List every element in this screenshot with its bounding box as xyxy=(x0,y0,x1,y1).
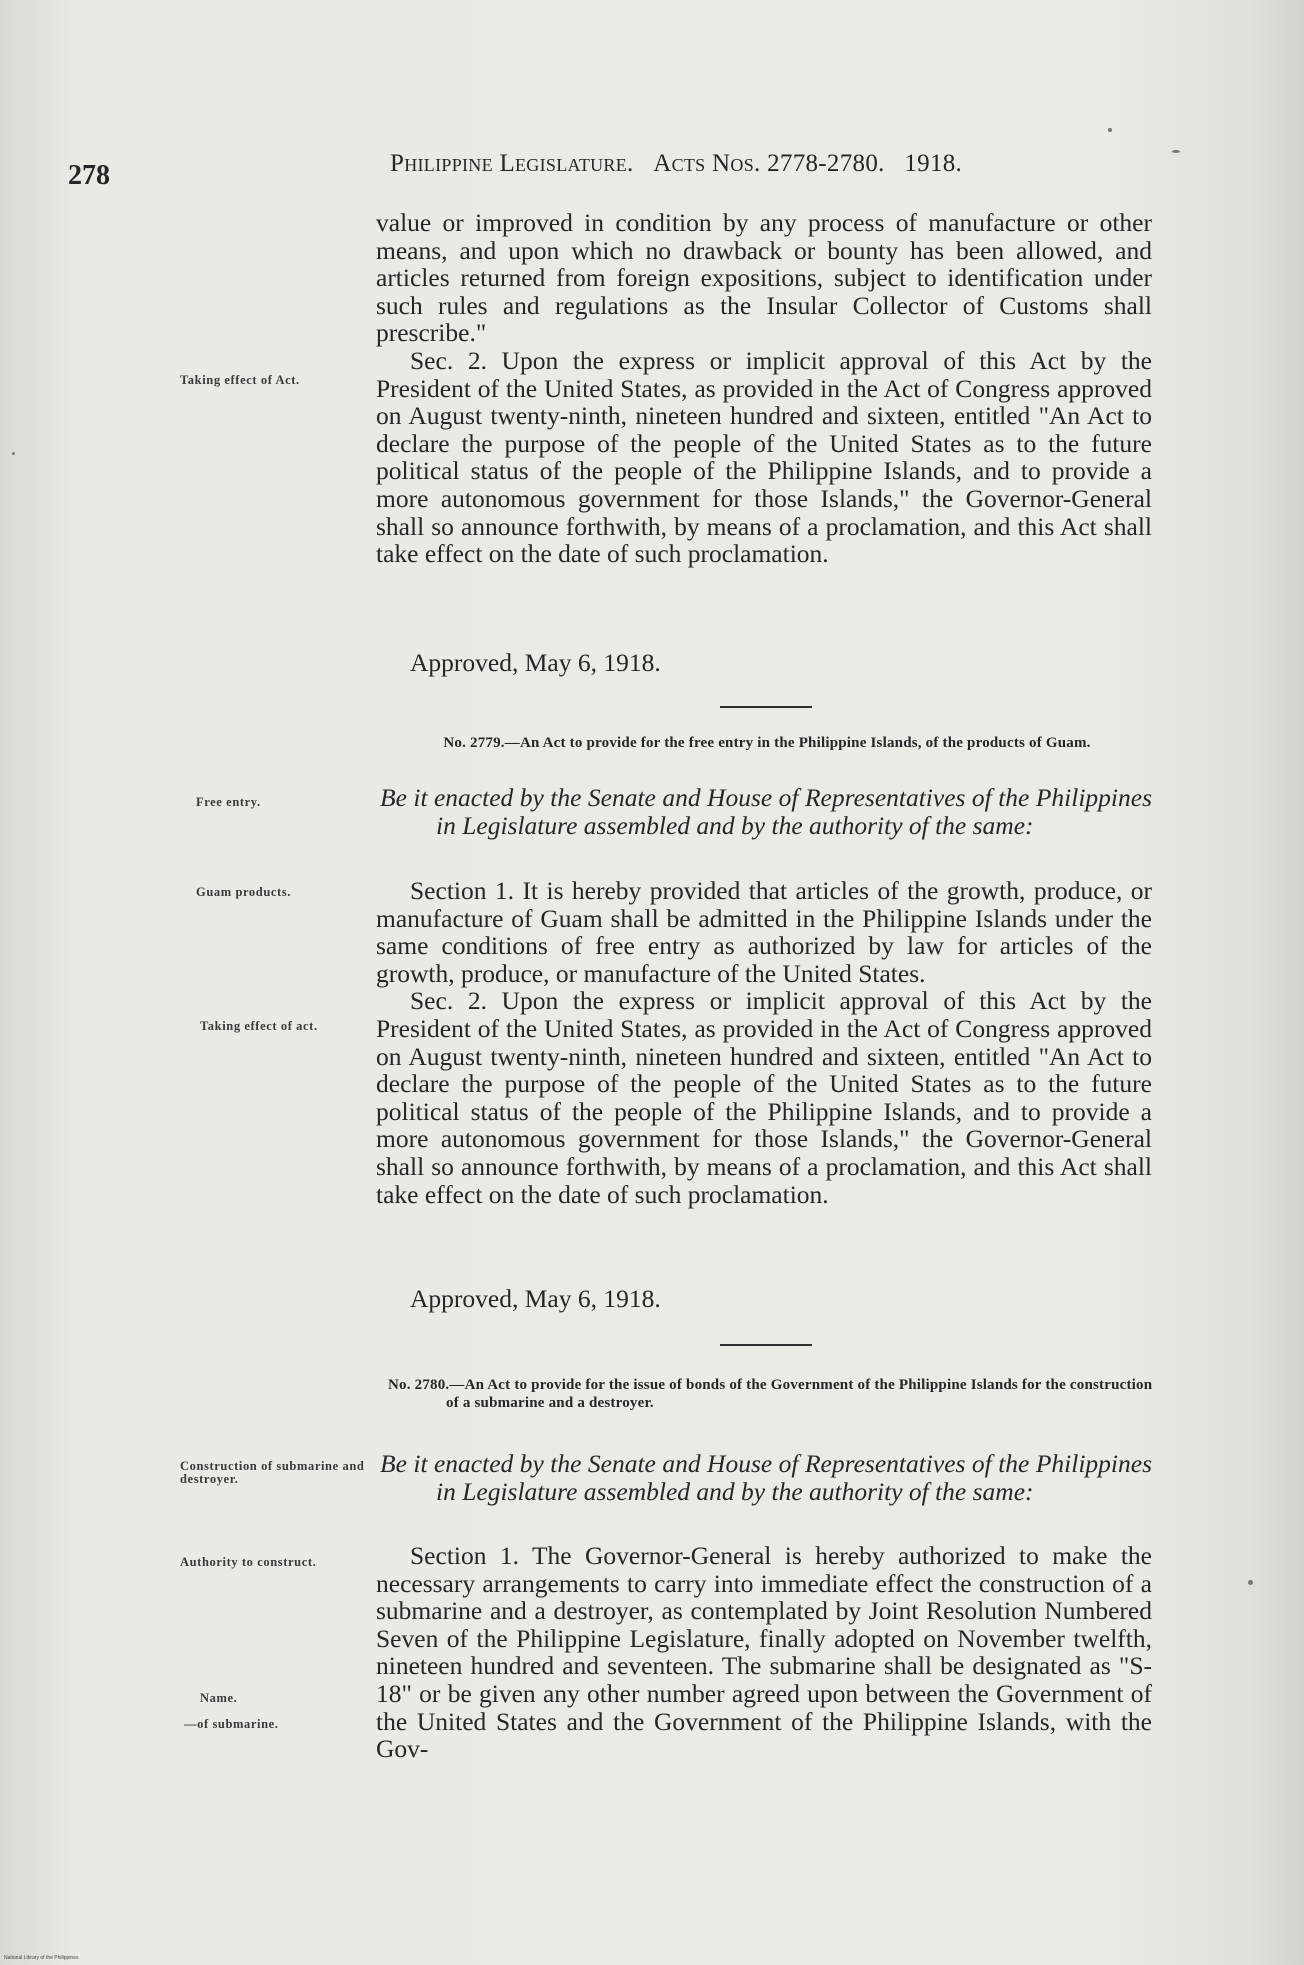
act2778-continuation: value or improved in condition by any process of manufacture or other means, and upon which no drawback or bounty has been allowed, and articles returned from foreign expositions, subject to identification under such rules and regulations as the Insular Collector of Customs shall prescribe." xyxy=(376,208,1152,348)
running-head-acts: Acts Nos. 2778-2780. xyxy=(653,150,885,177)
running-head xyxy=(390,150,962,178)
act2779-enacting-clause: Be it enacted by the Senate and House of Representatives of the Philippines in Legislature assembled and by the authority of the same: xyxy=(380,783,1152,840)
act2778-continuation-block xyxy=(376,209,1152,568)
margin-note-authority: Authority to construct. xyxy=(180,1555,317,1569)
margin-note-of-submarine: —of submarine. xyxy=(184,1717,279,1731)
scan-footer: National Library of the Philippines xyxy=(4,1955,79,1961)
margin-note-name: Name. xyxy=(200,1691,238,1705)
margin-note-free-entry: Free entry. xyxy=(196,795,261,809)
act2779-sec2: Sec. 2. Upon the express or implicit approval of this Act by the President of the United States, as provided in the Act of Congress approved on August twenty-ninth, nineteen hundred and sixteen, entitled "An Act to declare the purpose of the people of the United States as to the future political status of the people of the Philippine Islands, and to provide a more autonomous government for those Islands," the Governor-General shall so announce forthwith, by means of a proclamation, and this Act shall take effect on the date of such proclamation. xyxy=(376,986,1152,1209)
scan-speck xyxy=(1172,150,1180,153)
act2779-approved: Approved, May 6, 1918. xyxy=(410,1284,661,1313)
act2780-body xyxy=(376,1542,1152,1763)
act2778-approved: Approved, May 6, 1918. xyxy=(410,648,661,677)
act2778-sec2: Sec. 2. Upon the express or implicit approval of this Act by the President of the United States, as provided in the Act of Congress approved on August twenty-ninth, nineteen hundred and sixteen, entitled "An Act to declare the purpose of the people of the United States as to the future political status of the people of the Philippine Islands, and to provide a more autonomous government for those Islands," the Governor-General shall so announce forthwith, by means of a proclamation, and this Act shall take effect on the date of such proclamation. xyxy=(376,345,1152,569)
scan-speck xyxy=(1248,1580,1253,1585)
margin-note-taking-effect-act: Taking effect of act. xyxy=(200,1019,318,1033)
act2779-body xyxy=(376,877,1152,1208)
margin-note-construction: Construction of submarine and destroyer. xyxy=(180,1459,365,1486)
page-number: 278 xyxy=(68,160,110,191)
scan-speck xyxy=(1108,128,1112,132)
act2780-title: No. 2780.—An Act to provide for the issue of bonds of the Government of the Philippine Islands for the construction of a submarine and a destroyer. xyxy=(388,1377,1153,1411)
section-divider xyxy=(720,706,812,708)
margin-note-taking-effect: Taking effect of Act. xyxy=(180,373,300,387)
act2780-enacting-clause: Be it enacted by the Senate and House of Representatives of the Philippines in Legislature assembled and by the authority of the same: xyxy=(380,1449,1152,1506)
running-head-year: 1918. xyxy=(904,150,963,177)
running-head-left: Philippine Legislature. xyxy=(390,150,634,177)
section-divider xyxy=(720,1344,812,1346)
scan-speck xyxy=(12,452,15,455)
margin-note-guam-products: Guam products. xyxy=(196,885,291,899)
act2780-section1: Section 1. The Governor-General is hereby authorized to make the necessary arrangements to carry into immediate effect the construction of a submarine and a destroyer, as contemplated by Joint Resolution Numbered Seven of the Philippine Legislature, finally adopted on November twelfth, nineteen hundred and seventeen. The submarine shall be designated as "S-18" or be given any other number agreed upon between the Government of the United States and the Government of the Philippine Islands, with the Gov- xyxy=(376,1541,1152,1764)
act2779-title: No. 2779.—An Act to provide for the free entry in the Philippine Islands, of the products of Guam. xyxy=(443,735,1091,751)
act2779-section1: Section 1. It is hereby provided that articles of the growth, produce, or manufacture of Guam shall be admitted in the Philippine Islands under the same conditions of free entry as authorized by law for articles of the growth, produce, or manufacture of the United States. xyxy=(376,876,1152,988)
